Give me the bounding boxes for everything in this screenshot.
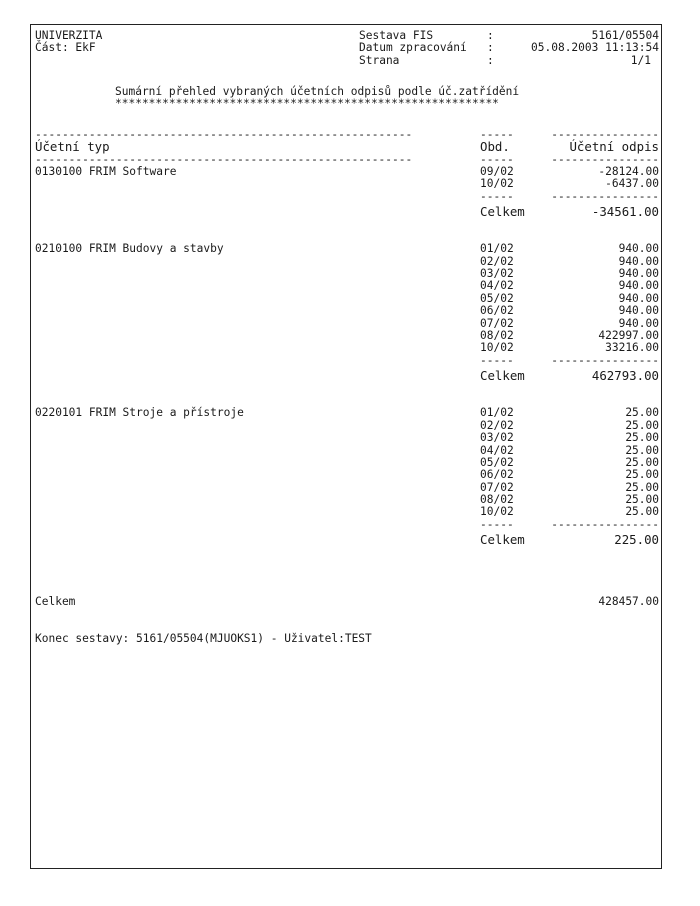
amount-cell: 940.00 — [618, 279, 659, 293]
amount-cell: 25.00 — [625, 431, 659, 445]
period-cell: 02/02 — [480, 254, 514, 268]
subtotal-value: -34561.00 — [591, 204, 659, 220]
header-sep-report: : — [487, 29, 494, 42]
table-row — [35, 243, 659, 255]
rule-amount: ---------------- — [551, 152, 659, 166]
rule-amount: ---------------- — [551, 127, 659, 141]
account-groups — [35, 166, 659, 572]
subtotal-rule — [35, 519, 659, 531]
header-row-2 — [35, 42, 659, 54]
org-name: UNIVERZITA — [35, 29, 103, 42]
header-sep-page: : — [487, 53, 494, 67]
header-sep-date: : — [487, 41, 494, 55]
table-row — [35, 293, 659, 305]
table-row — [35, 445, 659, 457]
period-cell: 01/02 — [480, 242, 514, 256]
header-label-page: Strana — [359, 53, 400, 67]
amount-cell: 940.00 — [618, 242, 659, 256]
table-row — [35, 178, 659, 190]
period-cell: 03/02 — [480, 431, 514, 445]
rule-period: ----- — [480, 517, 514, 531]
footer-row — [35, 633, 659, 645]
table-row — [35, 420, 659, 432]
period-cell: 08/02 — [480, 328, 514, 342]
report-footer: Konec sestavy: 5161/05504(MJUOKS1) - Uživatel:TEST — [35, 632, 372, 646]
subtotal-rule — [35, 191, 659, 203]
period-cell: 02/02 — [480, 418, 514, 432]
rule-period: ----- — [480, 353, 514, 367]
table-row — [35, 256, 659, 268]
amount-cell: -6437.00 — [605, 177, 659, 191]
amount-cell: 25.00 — [625, 443, 659, 457]
table-row — [35, 305, 659, 317]
amount-cell: 25.00 — [625, 468, 659, 482]
period-cell: 06/02 — [480, 304, 514, 318]
amount-cell: 940.00 — [618, 254, 659, 268]
amount-cell: 940.00 — [618, 291, 659, 305]
report-id: 5161/05504 — [591, 29, 659, 42]
period-cell: 06/02 — [480, 468, 514, 482]
table-row — [35, 318, 659, 330]
table-row — [35, 268, 659, 280]
processing-date: 05.08.2003 11:13:54 — [531, 41, 659, 55]
account-type-name: 0220101 FRIM Stroje a přístroje — [35, 406, 244, 420]
table-row — [35, 330, 659, 342]
table-row — [35, 494, 659, 506]
amount-cell: 25.00 — [625, 455, 659, 469]
subtotal-rule — [35, 355, 659, 367]
subtotal-row — [35, 534, 659, 546]
report-title: Sumární přehled vybraných účetních odpisů podle úč.zatřídění — [115, 84, 520, 98]
table-row — [35, 342, 659, 354]
period-cell: 07/02 — [480, 480, 514, 494]
rule-amount: ---------------- — [551, 517, 659, 531]
account-group — [35, 166, 659, 243]
period-cell: 05/02 — [480, 291, 514, 305]
header-label-date: Datum zpracování — [359, 41, 467, 55]
subtotal-label: Celkem — [480, 204, 525, 220]
title-underline-row — [35, 98, 659, 110]
column-header-row — [35, 141, 659, 153]
column-header-type: Účetní typ — [35, 139, 110, 155]
report-body — [35, 30, 659, 646]
rule-amount: ---------------- — [551, 353, 659, 367]
header-label-report: Sestava FIS — [359, 29, 434, 42]
amount-cell: 940.00 — [618, 304, 659, 318]
subtotal-row — [35, 206, 659, 218]
table-row — [35, 166, 659, 178]
subtotal-value: 225.00 — [614, 532, 659, 548]
amount-cell: 940.00 — [618, 316, 659, 330]
rule-left: -------------------------------------------------------- — [35, 152, 413, 166]
column-rule-top — [35, 129, 659, 141]
subtotal-label: Celkem — [480, 532, 525, 548]
amount-cell: 25.00 — [625, 493, 659, 507]
table-row — [35, 482, 659, 494]
title-underline: ********************************************************* — [115, 96, 499, 110]
period-cell: 04/02 — [480, 443, 514, 457]
page-number: 1/1 — [630, 53, 651, 67]
amount-cell: 25.00 — [625, 418, 659, 432]
table-row — [35, 280, 659, 292]
org-part: Část: EkF — [35, 41, 96, 55]
amount-cell: 940.00 — [618, 267, 659, 281]
grand-total-row — [35, 596, 659, 608]
header-row-3 — [35, 55, 659, 67]
period-cell: 10/02 — [480, 177, 514, 191]
subtotal-row — [35, 370, 659, 382]
account-group — [35, 243, 659, 407]
rule-amount: ---------------- — [551, 189, 659, 203]
table-row — [35, 469, 659, 481]
period-cell: 01/02 — [480, 406, 514, 420]
amount-cell: 25.00 — [625, 406, 659, 420]
column-header-period: Obd. — [480, 139, 510, 155]
grand-total-value: 428457.00 — [598, 595, 659, 609]
period-cell: 10/02 — [480, 341, 514, 355]
amount-cell: -28124.00 — [598, 164, 659, 178]
amount-cell: 33216.00 — [605, 341, 659, 355]
table-row — [35, 407, 659, 419]
rule-period: ----- — [480, 152, 514, 166]
rule-period: ----- — [480, 127, 514, 141]
account-type-name: 0130100 FRIM Software — [35, 164, 177, 178]
table-row — [35, 506, 659, 518]
amount-cell: 25.00 — [625, 480, 659, 494]
period-cell: 07/02 — [480, 316, 514, 330]
grand-total-label: Celkem — [35, 595, 76, 609]
account-type-name: 0210100 FRIM Budovy a stavby — [35, 242, 224, 256]
period-cell: 03/02 — [480, 267, 514, 281]
column-header-amount: Účetní odpis — [569, 139, 659, 155]
subtotal-label: Celkem — [480, 368, 525, 384]
subtotal-value: 462793.00 — [591, 368, 659, 384]
period-cell: 09/02 — [480, 164, 514, 178]
rule-period: ----- — [480, 189, 514, 203]
amount-cell: 25.00 — [625, 505, 659, 519]
period-cell: 10/02 — [480, 505, 514, 519]
report-page — [30, 24, 662, 869]
period-cell: 05/02 — [480, 455, 514, 469]
period-cell: 08/02 — [480, 493, 514, 507]
account-group — [35, 407, 659, 571]
table-row — [35, 432, 659, 444]
period-cell: 04/02 — [480, 279, 514, 293]
amount-cell: 422997.00 — [598, 328, 659, 342]
rule-left: -------------------------------------------------------- — [35, 127, 413, 141]
table-row — [35, 457, 659, 469]
